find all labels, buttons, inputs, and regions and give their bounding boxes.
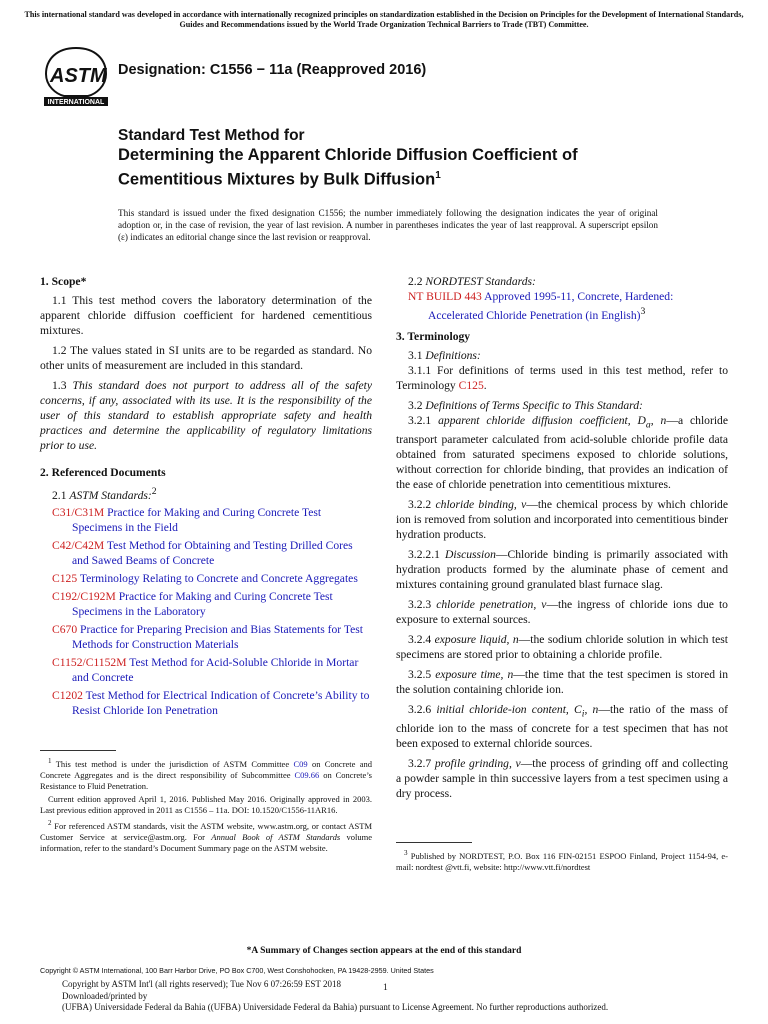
para-3-2-3: 3.2.3 chloride penetration, v—the ingress of chloride ions due to exposure to external sources. [396, 598, 728, 627]
reference-item[interactable]: C670 Practice for Preparing Precision and Bias Statements for Test Methods for Construction Materials [52, 622, 363, 651]
para-3-2-2: 3.2.2 chloride binding, v—the chemical process by which chloride ion is removed from solution and incorporated into cementitious binder hydration products. [396, 498, 729, 542]
reference-item[interactable]: C31/C31M Practice for Making and Curing Concrete Test Specimens in the Field [52, 505, 322, 534]
svg-text:INTERNATIONAL: INTERNATIONAL [47, 99, 105, 106]
reference-item[interactable]: C42/C42M Test Method for Obtaining and Testing Drilled Cores and Sawed Beams of Concrete [52, 538, 353, 567]
para-2-2: 2.2 NORDTEST Standards: [408, 275, 536, 288]
summary-note: *A Summary of Changes section appears at the end of this standard [246, 946, 522, 956]
para-3-2: 3.2 Definitions of Terms Specific to This Standard: [408, 398, 643, 412]
designation: Designation: C1556 − 11a (Reapproved 2016) [118, 62, 427, 78]
title-line-2: Determining the Apparent Chloride Diffusion Coefficient of [118, 146, 578, 164]
para-2-1: 2.1 ASTM Standards:$^2$ [52, 486, 157, 502]
para-3-2-4: 3.2.4 exposure liquid, n—the sodium chloride solution in which test specimens are stored prior to obtaining a chloride profile. [396, 633, 728, 662]
nordtest-ref[interactable]: NT BUILD 443 Approved 1995-11, Concrete, Hardened: Accelerated Chloride Penetration (in English)$^3$ [408, 290, 674, 322]
para-3-2-6: 3.2.6 initial chloride-ion content, $C_i$, n—the ratio of the mass of chloride ion to the mass of concrete for a test specimen that has not been exposed to external chloride sources. [396, 703, 728, 751]
para-1-2: 1.2 The values stated in SI units are to be regarded as standard. No other units of measurement are included in this standard. [40, 344, 372, 372]
para-3-1: 3.1 Definitions: [408, 348, 481, 362]
section-refdocs-heading: 2. Referenced Documents [40, 466, 166, 479]
footnote-2: $^2$ For referenced ASTM standards, visit the ASTM website, www.astm.org, or contact ASTM Customer Service at service@astm.org. For Annual Book of ASTM Standards volume information, refer to the standard’s Document Summary page on the ASTM website. [40, 818, 373, 853]
section-scope-heading: 1. Scope* [40, 275, 87, 288]
para-1-1: 1.1 This test method covers the laboratory determination of the apparent chloride diffusion coefficient for hardened cementitious mixtures. [40, 294, 372, 337]
para-3-2-1: 3.2.1 apparent chloride diffusion coefficient, $D_a$, n—a chloride transport parameter calculated from acid-soluble chloride profile data obtained from saturated specimens exposed to chloride solutions, without correction for chloride binding, that provides an indication of the ease of chloride penetration into cementitious mixtures. [396, 413, 728, 492]
header-notice: This international standard was developed in accordance with internationally recognized principles on standardization established in the Decision on Principles for the Development of International Standards, Guides and Recommendations issued by the World Trade Organization Technical Barriers to Trade (TBT) Committee. [24, 10, 744, 29]
footnote-1: $^1$ This test method is under the jurisdiction of ASTM Committee C09 on Concrete and Concrete Aggregates and is the direct responsibility of Subcommittee C09.66 on Concrete’s Resistance to Fluid Penetration. [40, 757, 373, 791]
reference-item[interactable]: C125 Terminology Relating to Concrete and Concrete Aggregates [52, 571, 358, 585]
footnotes-left [40, 756, 372, 856]
reference-item[interactable]: C1202 Test Method for Electrical Indication of Concrete’s Ability to Resist Chloride Ion Penetration [52, 688, 370, 717]
para-3-2-7: 3.2.7 profile grinding, v—the process of grinding off and collecting a powder sample in thin successive layers from a test specimen using a dry process. [396, 757, 729, 801]
page-number: 1 [383, 983, 388, 993]
left-column [40, 274, 372, 721]
para-3-2-2-1: 3.2.2.1 Discussion—Chloride binding is primarily associated with hydration products formed by the aluminate phase of cement and mixtures containing ground granulated blast furnace slag. [396, 548, 729, 592]
para-3-2-5: 3.2.5 exposure time, n—the time that the test specimen is stored in the solution containing chloride ion. [396, 668, 729, 697]
footnote-rule-right [396, 842, 472, 843]
reference-item[interactable]: C1152/C1152M Test Method for Acid-Soluble Chloride in Mortar and Concrete [52, 655, 359, 684]
reference-list [40, 505, 372, 718]
link-c125[interactable]: C125 [458, 378, 484, 392]
section-terminology-heading: 3. Terminology [396, 329, 471, 343]
astm-logo [40, 46, 112, 108]
title-line-3: Cementitious Mixtures by Bulk Diffusion$^1$ [118, 169, 441, 188]
svg-text:ASTM: ASTM [50, 65, 107, 87]
link-c09[interactable]: C09 [293, 758, 308, 769]
footnote-1-edition: Current edition approved April 1, 2016. Published May 2016. Originally approved in 2003. Last previous edition approved in 2011 as C1556 – 11a. DOI: 10.1520/C1556-11AR16. [40, 793, 372, 815]
right-column [396, 274, 728, 806]
download-info: Copyright by ASTM Int'l (all rights reserved); Tue Nov 6 07:26:59 EST 2018 Downloaded/printed by (UFBA) Universidade Federal da Bahia ((UFBA) Universidade Federal da Bahia) pursuant to License Agreement. No further reproductions authorized. [62, 979, 609, 1012]
reference-item[interactable]: C192/C192M Practice for Making and Curing Concrete Test Specimens in the Laboratory [52, 589, 333, 618]
issued-note: This standard is issued under the fixed designation C1556; the number immediately following the designation indicates the year of original adoption or, in the case of revision, the year of last revision. A number in parentheses indicates the year of last reapproval. A superscript epsilon (ε) indicates an editorial change since the last revision or reapproval. [118, 208, 658, 242]
footnote-rule-left [40, 750, 116, 751]
title-line-1: Standard Test Method for [118, 127, 305, 144]
link-c09-66[interactable]: C09.66 [294, 769, 320, 780]
footnote-3: $^3$ Published by NORDTEST, P.O. Box 116 FIN-02151 ESPOO Finland, Project 1154-94, e-mail: nordtest @vtt.fi, website: http://www.vtt.fi/nordtest [396, 849, 729, 872]
para-1-3: 1.3 This standard does not purport to address all of the safety concerns, if any, associated with its use. It is the responsibility of the user of this standard to establish appropriate safety and health practices and determine the applicability of regulatory limitations prior to use. [40, 379, 372, 452]
para-3-1-1: 3.1.1 For definitions of terms used in this test method, refer to Terminology C125. [396, 363, 728, 392]
title-block [118, 126, 718, 190]
copyright-line: Copyright © ASTM International, 100 Barr Harbor Drive, PO Box C700, West Conshohocken, PA 19428-2959. United States [40, 966, 434, 975]
